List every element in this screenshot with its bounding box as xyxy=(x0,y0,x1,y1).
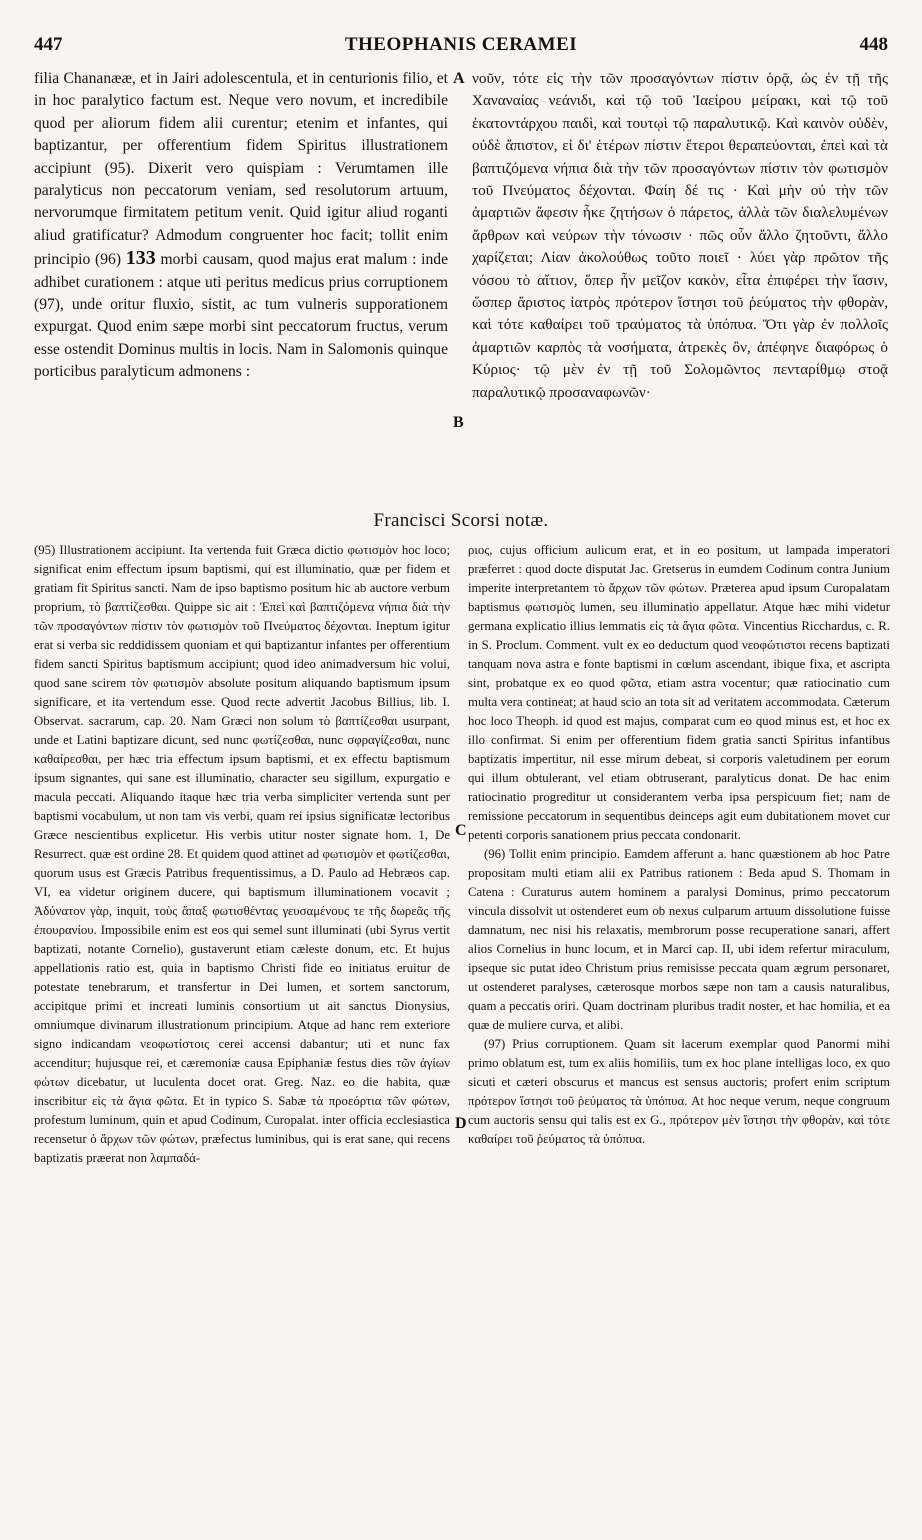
page-number-right: 448 xyxy=(859,34,888,55)
note-96: (96) Tollit enim principio. Eamdem afferunt a. hanc quæstionem ab hoc Patre propositam multi etiam alii ex Patribus rationem : Beda apud S. Thomam in Catena : Curaturus autem hominem a paralysi Dominus, primo peccatorum vincula dissolvit ut ostenderet eum ob nexus culparum artuum dissolutione fuisse damnatum, nec nisi his relaxatis, membrorum posse recuperatione sanari, affert alios Cornelius in hunc locum, et in Marci cap. II, ubi idem refertur miraculum, ipseque sic putat ideo Christum prius remisisse peccata quam ægrum personaret, ut ostenderet paralyses, cæterosque morbos sæpe non tam a causis naturalibus, quam a peccatis oriri. Quam doctrinam pluribus tradit noster, et hac homilia, et ea quæ de muliere curva, et alibi. xyxy=(468,847,890,1032)
column-number: 133 xyxy=(125,247,156,270)
greek-text-column xyxy=(472,68,888,404)
page-number-left: 447 xyxy=(34,34,63,55)
note-95-continued: ριος, cujus officium aulicum erat, et in eo positum, ut lampada imperatori præferret : quod docte disputat Jac. Gretserus in eumdem Codinum contra Junium imperite interpretantem τὸ ἄρχων τῶν φώτων. Præterea apud ipsum Curopalatam baptismus φωτισμὸς lumen, seu illuminatio appellatur. Atque hæc mihi videtur germana explicatio illius lemmatis εἰς τὰ ἅγια φῶτα. Vincentius Ricchardus, c. R. in S. Proclum. Comment. vult ex eo deductum quod νεοφώτιστοι recens baptizati tanquam nova astra e fonte baptismi in cœlum ascendant, ibique fixa, et ascripta sint, probatque ex eo quod φῶτα, etiam astra vocentur; quæ ratiocinatio cum multa vera contineat; at haud scio an tota sit ad veritatem accommodata. Cæterum hoc loco Theoph. id quod est majus, comparat cum eo quod minus est, et hoc ex illo confirmat. Si enim per offerentium fidem gratia sancti Spiritus infantibus baptizatis impertitur, nil esse mirum debeat, si corporis valetudinem per eorum qui illum obtulerant, vel etiam obtruserant, paralyticus donat. De hac enim ratiocinatio progreditur ut considerantem verba ipsa perspicuum fiet; nam de remissione peccatorum in sequentibus deinceps agit eum dubitationem movet cur petenti corporis sanationem prius peccata condonarit. xyxy=(468,543,890,842)
notes-heading: Francisci Scorsi notæ. xyxy=(373,510,549,531)
margin-marker-d: D xyxy=(455,1115,467,1132)
note-95: (95) Illustrationem accipiunt. Ita vertenda fuit Græca dictio φωτισμὸν hoc loco; significat enim effectum ipsum baptismi, qui est illuminatio, quæ per fidem et gratiam fit Spiritus sancti. Nam de ipso baptismo positum hic ab auctore verbum proprium, τὸ βαπτίζεσθαι. Quippe sic ait : Ἐπεὶ καὶ βαπτιζόμενα νήπια διὰ τὴν τῶν προσαγόντων πίστιν τὸν φωτισμὸν τοῦ Πνεύματος δέχονται. Ineptum igitur erat si verba sic reddidissem quoniam et qui baptizantur infantes per offerentium fidem sancti Spiritus baptismum accipiunt; quod ideo animadversum hic volui, quod sane scirem τὸν φωτισμὸν absolute positum aliquando baptismum ipsum significare, et ita vertendum esse. Quod recte advertit Jacobus Billius, lib. I. Observat. sacrarum, cap. 20. Nam Græci non solum τὸ βαπτίζεσθαι usurpant, unde et Latini baptizare dicunt, sed nunc φωτίζεσθαι, nunc σφραγίζεσθαι, nunc καθαίρεσθαι, per hæc tria effectum ipsum baptismi, et ex effectu baptismum ipsum signantes, qui sane est illuminatio, character seu sigillum, expurgatio e macula peccati. Aliquando itaque hæc tria verba simpliciter vertenda sunt per baptismi vocabulum, ut non tam vis verbi, quam rei ipsius significatæ lectoribus Græce nescientibus explicetur. His verbis utitur noster signate hom. 1, De Resurrect. quæ est ordine 28. Et quidem quod attinet ad φωτισμὸν et φωτίζεσθαι, quorum usus est Græcis Patribus frequentissimus, a D. Paulo ad Hebræos cap. VI, ea videtur originem ducere, qui baptismum illuminationem vocavit ; Ἀδύνατον γὰρ, inquit, τοὺς ἅπαξ φωτισθέντας γευσαμένους τε τῆς δωρεᾶς τῆς ἐπουρανίου. Impossibile enim est eos qui semel sunt illuminati (ubi Syrus vertit baptizati, notante Cornelio), gustaverunt etiam cæleste donum, etc. Et hujus appellationis ratio est, quia in baptismo Christi fide eo initiatus eruitur de potestate tenebrarum, et transfertur in Dei lumen, et sortem sanctorum, accipitque primi et increati luminis consortium ut ait sanctus Dionysius, omniumque divinarum illustrationum principium. Atque ad hanc rem exteriore signo indicandam νεοφωτίστοις cerei accensi dabantur; uti et nunc fax accenditur; hujusque rei, et cæremoniæ causa Epiphaniæ festus dies τῶν ἁγίων φώτων dicebatur, ut luculenta docet orat. Greg. Naz. eo die habita, quæ inscribitur εἰς τὰ ἅγια φῶτα. Et in typico S. Sabæ τὰ προεόρτια τῶν φώτων, profestum luminum, quin et apud Codinum, Curopalat. inter officia ecclesiastica recensetur ὁ ἄρχων τῶν φώτων, præfectus luminibus, qui is erat sane, qui recens baptizatis præerat non λαμπαδά- xyxy=(34,543,450,1165)
notes-right-column xyxy=(468,541,890,1149)
note-97: (97) Prius corruptionem. Quam sit lacerum exemplar quod Panormi mihi primo oblatum est, tum ex aliis homiliis, tum ex hoc plane intelligas loco, ex quo sicuti et cæteri obscurus et mancus est sensus auctoris; profert enim scriptum πρότερον ἵστησι τοῦ ῥεύματος τὰ ὑπόπυα. At hoc neque verum, neque congruum cum auctoris sensu qui talis est ex G., πρότερον μὲν ἵστησι τὴν φθορὰν, καὶ τότε καθαίρει τοῦ ῥεύματος τὰ ὑπόπυα. xyxy=(468,1037,890,1146)
page-header xyxy=(34,30,888,60)
latin-paragraph xyxy=(34,68,448,384)
greek-paragraph: νοῦν, τότε εἰς τὴν τῶν προσαγόντων πίστιν ὁρᾷ, ὡς ἐν τῇ τῆς Χαναναίας νεάνιδι, καὶ τῷ τοῦ Ἰαείρου μείρακι, καὶ τῷ τοῦ ἑκατοντάρχου παιδὶ, καὶ τουτῳὶ τῷ παραλυτικῷ. Καὶ καινὸν οὐδὲν, οὐδὲ ἄπιστον, εἰ δι' ἑτέρων πίστιν ἕτεροι θεραπεύονται, ἐπεὶ καὶ τὰ βαπτιζόμενα νήπια διὰ τὴν τῶν προσαγόντων πίστιν τὸν φωτισμὸν τοῦ Πνεύματος δέχονται. Φαίη δέ τις · Καὶ μὴν οὐ τὴν τῶν ἁμαρτιῶν ἄφεσιν ἧκε ζητήσων ὁ πάρετος, ἀλλὰ τῶν διαλελυμένων ἄρθρων καὶ νεύρων τὴν τόνωσιν · πῶς οὖν ἄλλο ζητοῦντι, ἄλλο χαρίζεται; Λίαν ἀκολούθως τοῦτο ποιεῖ · λύει γὰρ πρῶτον τῆς νόσου τὸ αἴτιον, ὅπερ ἦν μεῖζον κακὸν, εἶτα ἐπιφέρει τὴν ἴασιν, ὥσπερ ἄριστος ἰατρὸς πρότερον ἵστησι τοῦ ῥεύματος τὴν φθορὰν, καὶ τότε καθαίρει τοῦ τραύματος τὰ ὑπόπυα. Ὅτι γὰρ ἐν πολλοῖς ἁμαρτιῶν καρπὸς τὰ νοσήματα, ἀτρεκὲς ὂν, ἀπέφηνε διαφόρως ὁ Κύριος· τῷ μὲν ἐν τῇ τοῦ Σολομῶντος πενταρίθμῳ στοᾷ παραλυτικῷ προσαναφωνῶν· xyxy=(472,70,888,401)
latin-text-part2: morbi causam, quod majus erat malum : inde adhibet curationem : atque uti peritus medicus prius corruptionem (97), unde oritur fluxio, sistit, ac tum vulneris supporationem expurgat. Quod enim sæpe morbi sint peccatorum fructus, verum esse ostendit Dominus multis in locis. Nam in Salomonis quinque porticibus paralyticum admonens : xyxy=(34,251,449,381)
margin-marker-a: A xyxy=(453,70,465,87)
margin-marker-b: B xyxy=(453,414,464,431)
latin-text-part1: filia Chananææ, et in Jairi adolescentula, et in centurionis filio, et in hoc paralytico factum est. Neque vero novum, et incredibile quod per aliorum fidem alii curentur; etenim et infantes, qui baptizantur, per offerentium fidem Spiritus illustrationem accipiunt (95). Dixerit vero quispiam : Verumtamen ille paralyticus non peccatorum veniam, sed resolutorum artuum, nervorumque firmitatem petitum venit. Quid igitur aliud roganti aliud gratificatur? Admodum congruenter hoc facit; tollit enim principio (96) xyxy=(34,70,448,269)
margin-marker-c: C xyxy=(455,822,467,839)
running-title: THEOPHANIS CERAMEI xyxy=(344,34,578,55)
latin-text-column xyxy=(34,68,448,384)
notes-left-column xyxy=(34,541,450,1168)
